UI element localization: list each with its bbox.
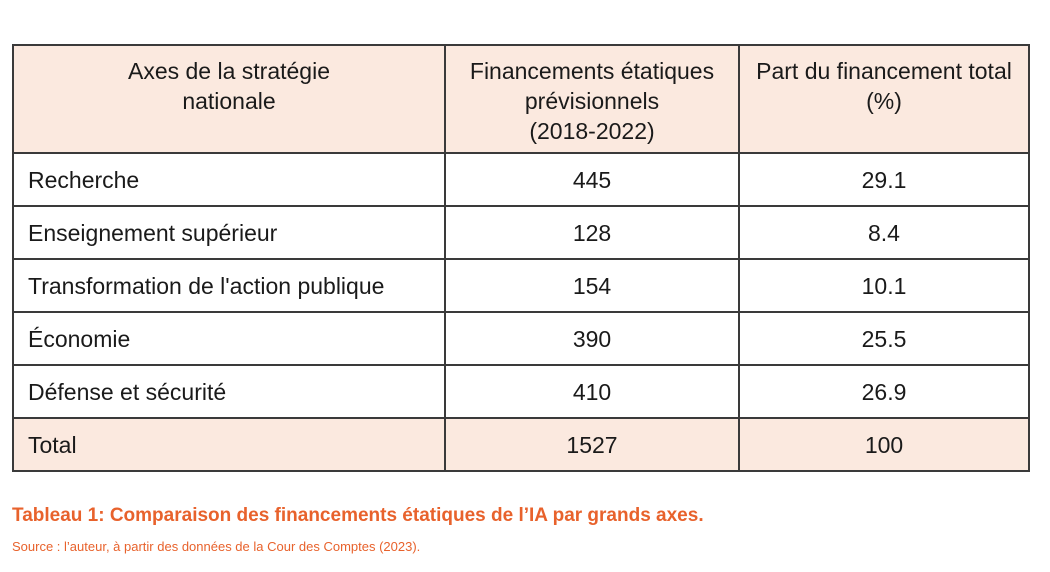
header-share-line-2: (%) — [866, 88, 902, 114]
row-funding: 410 — [445, 365, 739, 418]
header-axes-line-2: nationale — [182, 88, 276, 114]
header-share — [739, 45, 1029, 153]
table-row — [13, 206, 1029, 259]
row-axis: Économie — [13, 312, 445, 365]
header-funding-line-3: (2018-2022) — [529, 118, 655, 144]
funding-table — [12, 44, 1030, 472]
row-funding: 154 — [445, 259, 739, 312]
row-funding: 128 — [445, 206, 739, 259]
header-share-line-1: Part du financement total — [756, 58, 1012, 84]
row-share: 25.5 — [739, 312, 1029, 365]
header-funding — [445, 45, 739, 153]
row-share: 29.1 — [739, 153, 1029, 206]
table-header-row — [13, 45, 1029, 153]
table-caption: Tableau 1: Comparaison des financements étatiques de l’IA par grands axes. — [12, 505, 704, 526]
total-axis: Total — [13, 418, 445, 471]
row-share: 8.4 — [739, 206, 1029, 259]
row-share: 10.1 — [739, 259, 1029, 312]
table-row — [13, 259, 1029, 312]
row-funding: 445 — [445, 153, 739, 206]
row-axis: Enseignement supérieur — [13, 206, 445, 259]
funding-table-container — [12, 44, 1028, 472]
table-source: Source : l’auteur, à partir des données de la Cour des Comptes (2023). — [12, 539, 421, 554]
total-share: 100 — [739, 418, 1029, 471]
row-funding: 390 — [445, 312, 739, 365]
row-axis: Transformation de l'action publique — [13, 259, 445, 312]
table-total-row — [13, 418, 1029, 471]
total-funding: 1527 — [445, 418, 739, 471]
row-share: 26.9 — [739, 365, 1029, 418]
header-axes-line-1: Axes de la stratégie — [127, 58, 330, 84]
header-axes — [13, 45, 445, 153]
table-row — [13, 153, 1029, 206]
table-row — [13, 365, 1029, 418]
header-funding-line-2: prévisionnels — [524, 88, 660, 114]
row-axis: Recherche — [13, 153, 445, 206]
row-axis: Défense et sécurité — [13, 365, 445, 418]
table-row — [13, 312, 1029, 365]
header-funding-line-1: Financements étatiques — [469, 58, 715, 84]
